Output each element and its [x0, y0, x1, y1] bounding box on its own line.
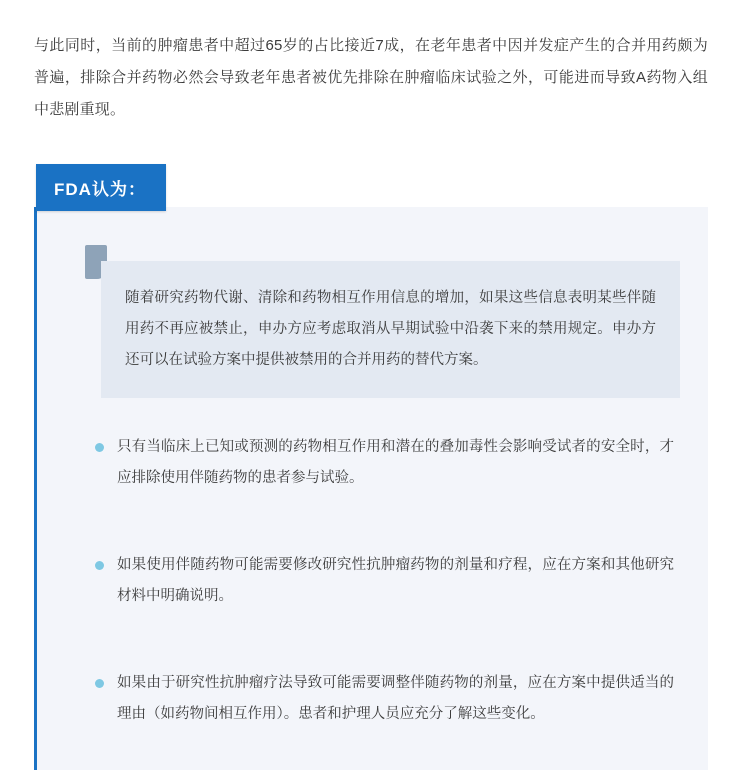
- bullet-dot-icon: [95, 561, 104, 570]
- fda-section: [34, 164, 708, 770]
- list-item-text: 只有当临床上已知或预测的药物相互作用和潜在的叠加毒性会影响受试者的安全时，才应排除使用伴随药物的患者参与试验。: [117, 439, 674, 486]
- quote-box: [101, 261, 680, 398]
- bullet-list: [65, 432, 680, 730]
- fda-badge: FDA认为：: [36, 164, 166, 211]
- list-item: [95, 432, 674, 494]
- fda-body: [34, 207, 708, 770]
- bullet-dot-icon: [95, 679, 104, 688]
- list-item-text: 如果使用伴随药物可能需要修改研究性抗肿瘤药物的剂量和疗程，应在方案和其他研究材料中明确说明。: [117, 557, 674, 604]
- bullet-dot-icon: [95, 443, 104, 452]
- list-item: [95, 550, 674, 612]
- quote-text: 随着研究药物代谢、清除和药物相互作用信息的增加，如果这些信息表明某些伴随用药不再应被禁止，申办方应考虑取消从早期试验中沿袭下来的禁用规定。申办方还可以在试验方案中提供被禁用的合并用药的替代方案。: [125, 290, 656, 368]
- list-item-text: 如果由于研究性抗肿瘤疗法导致可能需要调整伴随药物的剂量，应在方案中提供适当的理由（如药物间相互作用）。患者和护理人员应充分了解这些变化。: [117, 675, 674, 722]
- list-item: [95, 668, 674, 730]
- quote-block: [65, 261, 680, 398]
- intro-paragraph: 与此同时，当前的肿瘤患者中超过65岁的占比接近7成，在老年患者中因并发症产生的合并用药颇为普遍，排除合并药物必然会导致老年患者被优先排除在肿瘤临床试验之外，可能进而导致A药物入组中悲剧重现。: [34, 37, 708, 118]
- intro-section: [0, 0, 742, 126]
